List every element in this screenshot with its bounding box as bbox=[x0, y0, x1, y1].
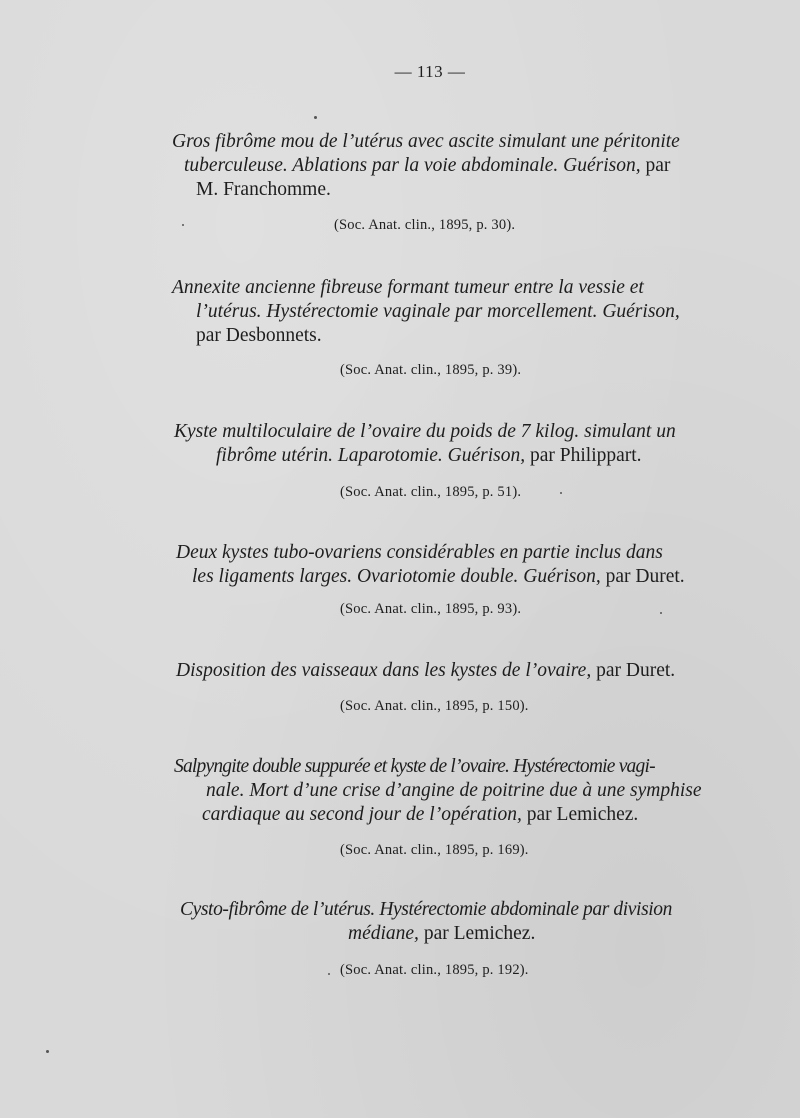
entry-line bbox=[348, 922, 672, 946]
entry-author-text: par Duret. bbox=[600, 566, 685, 587]
entry-line bbox=[192, 565, 685, 589]
entry-6 bbox=[174, 755, 702, 827]
entry-line bbox=[216, 444, 676, 468]
entry-title-text: Disposition des vaisseaux dans les kystes de l’ovaire, bbox=[176, 660, 592, 681]
entry-line bbox=[196, 300, 680, 324]
entry-line bbox=[206, 779, 702, 803]
citation: (Soc. Anat. clin., 1895, p. 150). bbox=[340, 698, 529, 714]
citation: (Soc. Anat. clin., 1895, p. 51). bbox=[340, 484, 522, 500]
entry-author-text: par Philippart. bbox=[525, 445, 642, 466]
entry-title-text: Annexite ancienne fibreuse formant tumeur entre la vessie et bbox=[172, 277, 644, 298]
entry-line bbox=[176, 659, 675, 683]
citation: (Soc. Anat. clin., 1895, p. 192). bbox=[340, 962, 529, 978]
entry-author-text: par bbox=[640, 155, 671, 176]
page-number: — 113 — bbox=[394, 62, 466, 81]
entry-line bbox=[196, 178, 680, 202]
entry-title-text: l’utérus. Hystérectomie vaginale par morcellement. Guérison, bbox=[196, 301, 680, 322]
entry-line bbox=[174, 755, 702, 779]
citation: (Soc. Anat. clin., 1895, p. 93). bbox=[340, 601, 522, 617]
entry-title-text: médiane, bbox=[348, 923, 419, 944]
scan-speck bbox=[182, 224, 184, 226]
entry-line bbox=[196, 324, 680, 348]
entry-author-text: par Lemichez. bbox=[521, 804, 639, 825]
entry-title-text: Cysto-fibrôme de l’utérus. Hystérectomie abdominale par division bbox=[180, 899, 672, 920]
entry-title-text: Kyste multiloculaire de l’ovaire du poids de 7 kilog. simulant un bbox=[174, 421, 676, 442]
entry-3 bbox=[174, 420, 676, 468]
entry-1 bbox=[172, 130, 680, 202]
entry-4 bbox=[176, 541, 685, 589]
scan-speck bbox=[46, 1050, 49, 1053]
entry-line bbox=[180, 898, 672, 922]
scan-speck bbox=[560, 492, 562, 494]
entry-author-text: M. Franchomme. bbox=[196, 179, 331, 200]
entry-title-text: tuberculeuse. Ablations par la voie abdominale. Guérison, bbox=[184, 155, 641, 176]
scan-speck bbox=[314, 116, 317, 119]
entry-title-text: Deux kystes tubo-ovariens considérables en partie inclus dans bbox=[176, 542, 663, 563]
entry-title-text: Gros fibrôme mou de l’utérus avec ascite simulant une péritonite bbox=[172, 131, 680, 152]
entry-line bbox=[184, 154, 680, 178]
entry-line bbox=[202, 803, 702, 827]
entry-title-text: fibrôme utérin. Laparotomie. Guérison, bbox=[216, 445, 526, 466]
entry-title-text: Salpyngite double suppurée et kyste de l’ovaire. Hystérectomie vagi- bbox=[174, 756, 655, 777]
entry-title-text: cardiaque au second jour de l’opération, bbox=[202, 804, 522, 825]
scan-speck bbox=[328, 973, 330, 975]
entry-author-text: par Duret. bbox=[591, 660, 676, 681]
entry-author-text: par Lemichez. bbox=[418, 923, 536, 944]
scan-speck bbox=[660, 612, 662, 614]
citation: (Soc. Anat. clin., 1895, p. 169). bbox=[340, 842, 529, 858]
entry-author-text: par Desbonnets. bbox=[196, 325, 322, 346]
entry-line bbox=[176, 541, 685, 565]
entry-5 bbox=[176, 659, 675, 683]
entry-7 bbox=[180, 898, 672, 946]
entry-title-text: nale. Mort d’une crise d’angine de poitrine due à une symphise bbox=[206, 780, 702, 801]
entry-title-text: les ligaments larges. Ovariotomie double. Guérison, bbox=[192, 566, 601, 587]
citation: (Soc. Anat. clin., 1895, p. 30). bbox=[334, 217, 516, 233]
citation: (Soc. Anat. clin., 1895, p. 39). bbox=[340, 362, 522, 378]
entry-line bbox=[172, 130, 680, 154]
entry-line bbox=[172, 276, 680, 300]
entry-2 bbox=[172, 276, 680, 348]
entry-line bbox=[174, 420, 676, 444]
